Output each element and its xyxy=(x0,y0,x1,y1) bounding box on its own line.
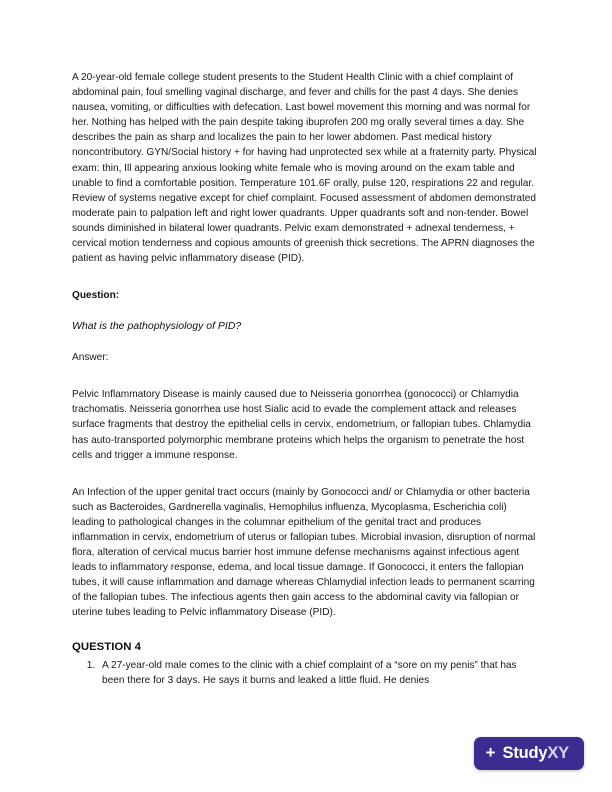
watermark-xy-label: XY xyxy=(547,744,569,762)
numbered-list xyxy=(72,658,540,688)
answer-paragraph-2: An Infection of the upper genital tract occurs (mainly by Gonococci and/ or Chlamydia or other bacteria such as Bacteroides, Gardnerella vaginalis, Hemophilus influenza, Mycoplasma, Escherichia coli) leading to pathological changes in the columnar epithelium of the genital tract and produces inflammation in cervix, endometrium of uterus or fallopian tubes. Microbial invasion, disruption of normal flora, alteration of cervical mucus barrier host immune defense mechanisms against infectious agent leads to inflammatory response, edema, and local tissue damage. If Gonococci, it enters the fallopian tubes, it will cause inflammation and damage whereas Chlamydial infection leads to permanent scarring of the fallopian tubes. The infectious agents then gain access to the abdominal cavity via fallopian or uterine tubes leading to Pelvic inflammatory Disease (PID). xyxy=(72,486,536,619)
watermark-study-label: Study xyxy=(502,744,548,762)
section-heading: QUESTION 4 xyxy=(72,640,141,653)
studyxy-watermark xyxy=(474,737,584,770)
case-paragraph: A 20-year-old female college student presents to the Student Health Clinic with a chief complaint of abdominal pain, foul smelling vaginal discharge, and fever and chills for the past 4 days. She denies nausea, vomiting, or difficulties with defecation. Last bowel movement this morning and was normal for her. Nothing has helped with the pain despite taking ibuprofen 200 mg orally several times a day. She describes the pain as sharp and localizes the pain to her lower abdomen. Past medical history noncontributory. GYN/Social history + for having had unprotected sex while at a fraternity party. Physical exam: thin, Ill appearing anxious looking white female who is moving around on the exam table and unable to find a comfortable position. Temperature 101.6F orally, pulse 120, respirations 22 and regular. Review of systems negative except for chief complaint. Focused assessment of abdomen demonstrated moderate pain to palpation left and right lower quadrants. Upper quadrants soft and non-tender. Bowel sounds diminished in bilateral lower quadrants. Pelvic exam demonstrated + adnexal tenderness, + cervical motion tenderness and copious amounts of greenish thick secretions. The APRN diagnoses the patient as having pelvic inflammatory disease (PID). xyxy=(72,72,537,265)
spacer xyxy=(72,365,540,387)
answer-paragraph-1: Pelvic Inflammatory Disease is mainly caused due to Neisseria gonorrhea (gonococci) or Chlamydia trachomatis. Neisseria gonorrhea use host Sialic acid to evade the complement attack and releases surface fragments that destroy the epithelial cells in cervix, endometrium, or fallopian tubes. Chlamydia has auto-transported polymorphic membrane proteins which helps the organism to penetrate the host cells and trigger a immune response. xyxy=(72,389,531,461)
answer-label: Answer: xyxy=(72,352,109,364)
list-item: 1. A 27-year-old male comes to the clinic with a chief complaint of a “sore on my penis” that has been there for 3 days. He says it burns and leaked a little fluid. He denies xyxy=(98,658,540,688)
spacer xyxy=(72,303,540,319)
question-label: Question: xyxy=(72,290,120,302)
watermark-text xyxy=(503,744,569,763)
plus-icon: + xyxy=(485,743,496,762)
question-text: What is the pathophysiology of PID? xyxy=(72,320,242,333)
spacer xyxy=(72,266,540,288)
spacer xyxy=(72,334,540,350)
spacer xyxy=(72,463,540,485)
spacer xyxy=(72,621,540,637)
